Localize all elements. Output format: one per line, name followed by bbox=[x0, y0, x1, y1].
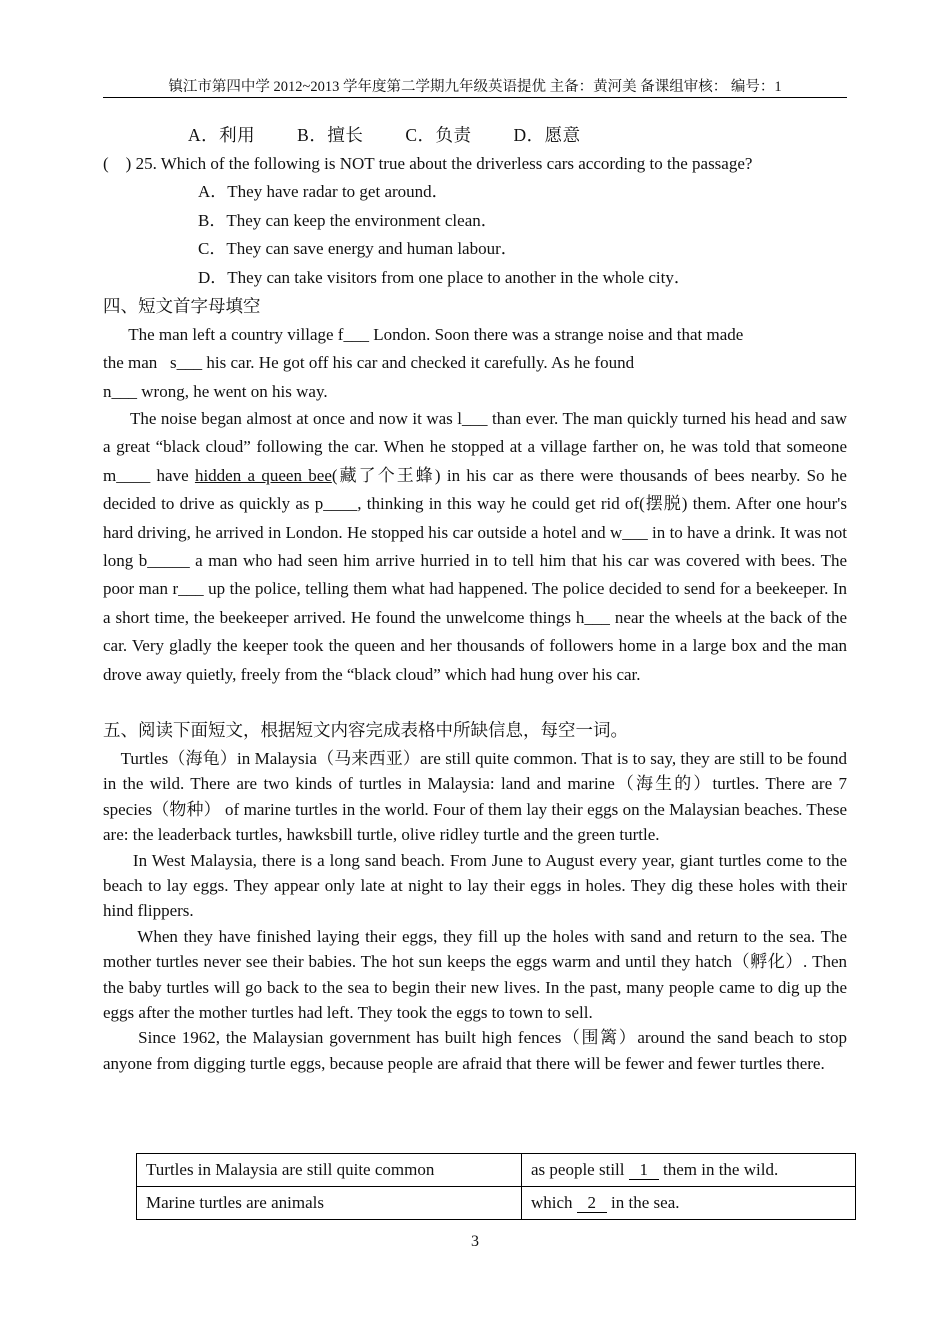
table-cell-statement: Marine turtles are animals bbox=[137, 1187, 522, 1220]
section4-p1-line1: The man left a country village f___ London. Soon there was a strange noise and that made bbox=[103, 325, 744, 344]
section4-p2-after: (藏了个王蜂) in his car as there were thousands of bees nearby. So he decided to drive as quickly as p____, thinking in this way he could get rid of(摆脱) them. After one hour's hard driving, he arrived in London. He stopped his car outside a hotel and w___ in to have a drink. It was not long b_____ a man who had seen him arrive hurried in to tell him that his car was covered with bees. The poor man r___ up the police, telling them what had happened. The police decided to send for a beekeeper. In a short time, the beekeeper arrived. He found the unwelcome things h___ near the wheels at the back of the car. Very gladly the keeper took the queen and her thousands of followers home in a large box and the man drove away quietly, freely from the “black cloud” which had hung over his car. bbox=[103, 465, 852, 684]
q25-stem: ( ) 25. Which of the following is NOT true about the driverless cars according to the passage? bbox=[103, 154, 753, 173]
section4-p1-line3: n___ wrong, he went on his way. bbox=[103, 382, 328, 401]
section4-p1-line2: the man s___ his car. He got off his car and checked it carefully. As he found bbox=[103, 353, 635, 372]
q25-option-a: A．They have radar to get around． bbox=[198, 182, 449, 201]
section5-p4: Since 1962, the Malaysian government has built high fences（围篱）around the sand beach to stop anyone from digging turtle eggs, because people are afraid that there will be fewer and fewer turtles there. bbox=[103, 1028, 852, 1073]
table-cell-statement: Turtles in Malaysia are still quite common bbox=[137, 1154, 522, 1187]
q24-option-d: D．愿意 bbox=[513, 125, 581, 145]
completion-text: in the sea. bbox=[606, 1193, 680, 1212]
section4-p2 bbox=[103, 405, 852, 689]
completion-text: as people still bbox=[531, 1160, 629, 1179]
page-header: 镇江市第四中学 2012~2013 学年度第二学期九年级英语提优 主备：黄河美 备课组审核： 编号：1 bbox=[168, 79, 782, 95]
q25-option-c: C．They can save energy and human labour． bbox=[198, 239, 518, 258]
section4-title: 四、短文首字母填空 bbox=[103, 296, 261, 316]
q25-option-b: B．They can keep the environment clean． bbox=[198, 211, 498, 230]
answer-table bbox=[136, 1153, 856, 1220]
q24-option-c: C．负责 bbox=[405, 125, 472, 145]
q24-option-a: A．利用 bbox=[188, 125, 256, 145]
q25-option-d: D．They can take visitors from one place to another in the whole city． bbox=[198, 268, 691, 287]
q24-options bbox=[188, 124, 623, 146]
table-cell-completion bbox=[522, 1154, 856, 1187]
completion-text: them in the wild. bbox=[658, 1160, 779, 1179]
answer-blank-2[interactable]: 2 bbox=[577, 1194, 607, 1213]
underlined-phrase: hidden a queen bee bbox=[194, 465, 332, 485]
table-cell-completion bbox=[522, 1187, 856, 1220]
section4-p2-before: The noise began almost at once and now it was l___ than ever. The man quickly turned his head and saw a great “black cloud” following the car. When he stopped at a village farther on, he was told that someone m____ have bbox=[103, 409, 852, 485]
answer-blank-1[interactable]: 1 bbox=[629, 1161, 659, 1180]
section5-p2: In West Malaysia, there is a long sand beach. From June to August every year, giant turtles come to the beach to lay eggs. They appear only late at night to lay their eggs in holes. They dig these holes with their hind flippers. bbox=[103, 850, 852, 921]
q24-option-b: B．擅长 bbox=[297, 125, 364, 145]
section5-p3: When they have finished laying their eggs, they fill up the holes with sand and return to the sea. The mother turtles never see their babies. The hot sun keeps the eggs warm and until they hatch（孵化）. Then the baby turtles will go back to the sea to begin their new lives. In the past, many people came to dig up the eggs after the mother turtles had left. They took the eggs to town to sell. bbox=[103, 926, 852, 1023]
header-divider bbox=[103, 97, 847, 98]
section5-p1: Turtles（海龟）in Malaysia（马来西亚）are still quite common. That is to say, they are still to be found in the wild. There are two kinds of turtles in Malaysia: land and marine（海生的）turtles. There are 7 species（物种） of marine turtles in the world. Four of them lay their eggs on the Malaysian beaches. These are: the leaderback turtles, hawksbill turtle, olive ridley turtle and the green turtle. bbox=[103, 749, 852, 845]
section5-title: 五、阅读下面短文，根据短文内容完成表格中所缺信息，每空一词。 bbox=[103, 720, 628, 740]
page-number: 3 bbox=[471, 1233, 479, 1250]
table-row bbox=[137, 1187, 856, 1220]
completion-text: which bbox=[531, 1193, 577, 1212]
table-row bbox=[137, 1154, 856, 1187]
section5-paragraphs bbox=[103, 746, 852, 1076]
